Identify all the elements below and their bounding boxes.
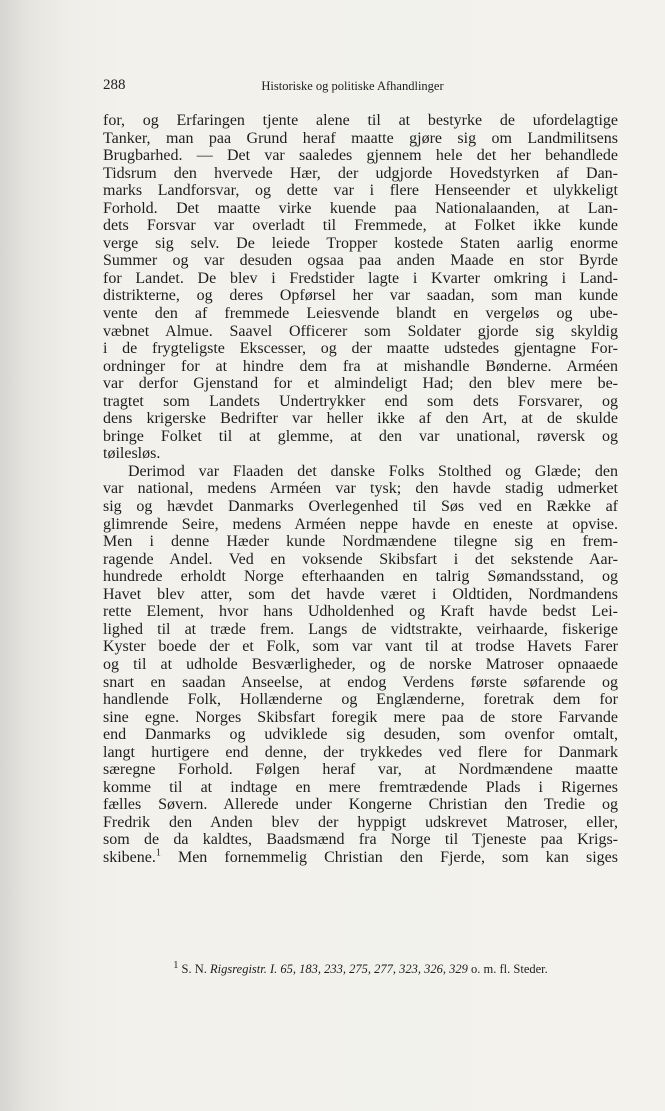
text-line-content: bringe Folket til at glemme, at den var unational, røversk og bbox=[103, 427, 618, 445]
text-line bbox=[103, 147, 618, 165]
page-number: 288 bbox=[103, 77, 126, 93]
text-line-content: som de da kaldtes, Baadsmænd fra Norge til Tjeneste paa Krigs- bbox=[103, 831, 618, 849]
text-line-content: snart en saadan Anseelse, at endog Verdens første søfarende og bbox=[103, 673, 618, 691]
text-line-content: var derfor Gjenstand for et almindeligt Had; den blev mere be- bbox=[103, 375, 618, 393]
text-line-content: for Landet. De blev i Fredstider lagte i Kvarter omkring i Land- bbox=[103, 269, 618, 287]
text-line bbox=[103, 849, 618, 867]
text-line bbox=[103, 533, 618, 551]
footnote bbox=[103, 960, 618, 977]
text-line-content: Brugbarhed. — Det var saaledes gjennem hele det her behandlede bbox=[103, 147, 618, 165]
text-line bbox=[103, 691, 618, 709]
text-line bbox=[103, 217, 618, 235]
text-line bbox=[103, 393, 618, 411]
text-line-content: lighed til at træde frem. Langs de vidtstrakte, veirhaarde, fiskerige bbox=[103, 620, 618, 638]
text-line bbox=[103, 305, 618, 323]
text-line-content: ordninger for at hindre dem fra at mishandle Bønderne. Arméen bbox=[103, 357, 618, 375]
footnote-reference: 1 bbox=[155, 847, 161, 859]
text-line bbox=[103, 112, 618, 130]
text-line bbox=[103, 130, 618, 148]
text-line bbox=[103, 287, 618, 305]
text-line-content: særegne Forhold. Følgen heraf var, at Nordmændene maatte bbox=[103, 761, 618, 779]
text-line bbox=[103, 586, 618, 604]
text-line-content: rette Element, hvor hans Udholdenhed og Kraft havde bedst Lei- bbox=[103, 603, 618, 621]
text-line-content: komme til at indtage en mere fremtrædende Plads i Rigernes bbox=[103, 778, 618, 796]
text-line-content: Havet blev atter, som det havde været i Oldtiden, Nordmandens bbox=[103, 585, 618, 603]
text-line bbox=[103, 445, 618, 463]
text-line bbox=[103, 638, 618, 656]
text-line-content: distrikterne, og deres Opførsel her var saadan, som man kunde bbox=[103, 287, 618, 305]
text-line-content: vente den af fremmede Leiesvende blandt en vergeløs og ube- bbox=[103, 305, 618, 323]
text-line-content: tragtet som Landets Undertrykker end som dets Forsvarer, og bbox=[103, 392, 618, 410]
text-line-content: handlende Folk, Hollænderne og Englænderne, foretrak dem for bbox=[103, 691, 618, 709]
text-line-content: dets Forsvar var overladt til Fremmede, at Folket ikke kunde bbox=[103, 217, 618, 235]
text-line bbox=[103, 358, 618, 376]
text-line bbox=[103, 516, 618, 534]
footnote-suffix: o. m. fl. Steder. bbox=[467, 962, 548, 977]
text-line bbox=[103, 796, 618, 814]
text-line bbox=[103, 270, 618, 288]
text-line bbox=[103, 200, 618, 218]
text-line bbox=[103, 252, 618, 270]
text-line-content: for, og Erfaringen tjente alene til at bestyrke de ufordelagtige bbox=[103, 112, 618, 129]
running-head: Historiske og politiske Afhandlinger bbox=[261, 79, 444, 93]
text-line bbox=[103, 603, 618, 621]
footnote-source: Rigsregistr. I. 65, 183, 233, 275, 277, 323, 326, 329 bbox=[210, 962, 468, 977]
footnote-prefix: S. N. bbox=[178, 962, 211, 977]
text-line bbox=[103, 340, 618, 358]
text-line bbox=[103, 551, 618, 569]
text-line bbox=[103, 621, 618, 639]
text-line-content: Derimod var Flaaden det danske Folks Stolthed og Glæde; den bbox=[128, 462, 618, 480]
text-line-content: Forhold. Det maatte virke kuende paa Nationalaanden, at Lan- bbox=[103, 199, 618, 217]
text-line bbox=[103, 779, 618, 797]
text-line-content: Tidsrum den hvervede Hær, der udgjorde Hovedstyrken af Dan- bbox=[103, 164, 618, 182]
body-text bbox=[103, 112, 618, 867]
text-line bbox=[103, 235, 618, 253]
text-line bbox=[103, 709, 618, 727]
text-line-content: end Danmarks og udviklede sig desuden, som ovenfor omtalt, bbox=[103, 726, 618, 744]
text-line-content: skibene. bbox=[103, 848, 156, 866]
text-line-content: glimrende Seire, medens Arméen neppe havde en eneste at opvise. bbox=[103, 515, 618, 533]
text-line bbox=[103, 182, 618, 200]
text-line bbox=[103, 165, 618, 183]
text-line-content: marks Landforsvar, og dette var i flere Henseender et ulykkeligt bbox=[103, 182, 618, 200]
text-line-content: hundrede erholdt Norge efterhaanden en talrig Sømandsstand, og bbox=[103, 568, 618, 586]
text-line-content: Tanker, man paa Grund heraf maatte gjøre sig om Landmilitsens bbox=[103, 129, 618, 147]
text-line-content: verge sig selv. De leiede Tropper kostede Staten aarlig enorme bbox=[103, 234, 618, 252]
text-line bbox=[103, 480, 618, 498]
text-line-content: var national, medens Arméen var tysk; den havde stadig udmerket bbox=[103, 480, 618, 498]
text-line bbox=[103, 568, 618, 586]
text-line bbox=[103, 726, 618, 744]
text-line bbox=[103, 498, 618, 516]
text-line-continuation: Men fornemmelig Christian den Fjerde, som kan siges bbox=[160, 848, 618, 866]
text-line-content: dens krigerske Bedrifter var heller ikke af den Art, at de skulde bbox=[103, 410, 618, 428]
text-line-content: væbnet Almue. Saavel Officerer som Soldater gjorde sig skyldig bbox=[103, 322, 618, 340]
text-line bbox=[103, 463, 618, 481]
text-line bbox=[103, 761, 618, 779]
footnote-marker: 1 bbox=[173, 960, 179, 971]
text-line-content: Summer og var desuden ogsaa paa anden Maade en stor Byrde bbox=[103, 252, 618, 270]
text-line-content: tøilesløs. bbox=[103, 445, 161, 463]
text-line bbox=[103, 323, 618, 341]
text-line-content: langt hurtigere end denne, der trykkedes ved flere for Danmark bbox=[103, 743, 618, 761]
text-line bbox=[103, 831, 618, 849]
text-line bbox=[103, 814, 618, 832]
text-line-content: Fredrik den Anden blev der hyppigt udskrevet Matroser, eller, bbox=[103, 813, 618, 831]
text-line-content: sine egne. Norges Skibsfart foregik mere paa de store Farvande bbox=[103, 708, 618, 726]
text-line-content: ragende Andel. Ved en voksende Skibsfart i det sekstende Aar- bbox=[103, 550, 618, 568]
text-line-content: sig og hævdet Danmarks Overlegenhed til Søs ved en Række af bbox=[103, 498, 618, 516]
text-line-content: og til at udholde Besværligheder, og de norske Matroser opnaaede bbox=[103, 655, 618, 673]
text-line bbox=[103, 744, 618, 762]
text-line bbox=[103, 428, 618, 446]
text-line-content: i de frygteligste Ekscesser, og der maatte udstedes gjentagne For- bbox=[103, 340, 618, 358]
text-line bbox=[103, 674, 618, 692]
text-line bbox=[103, 410, 618, 428]
text-line bbox=[103, 656, 618, 674]
text-line-content: Kyster boede der et Folk, som var vant til at trodse Havets Farer bbox=[103, 638, 618, 656]
text-line bbox=[103, 375, 618, 393]
text-line-content: fælles Søvern. Allerede under Kongerne Christian den Tredie og bbox=[103, 796, 618, 814]
text-line-content: Men i denne Hæder kunde Nordmændene tilegne sig en frem- bbox=[103, 533, 618, 551]
